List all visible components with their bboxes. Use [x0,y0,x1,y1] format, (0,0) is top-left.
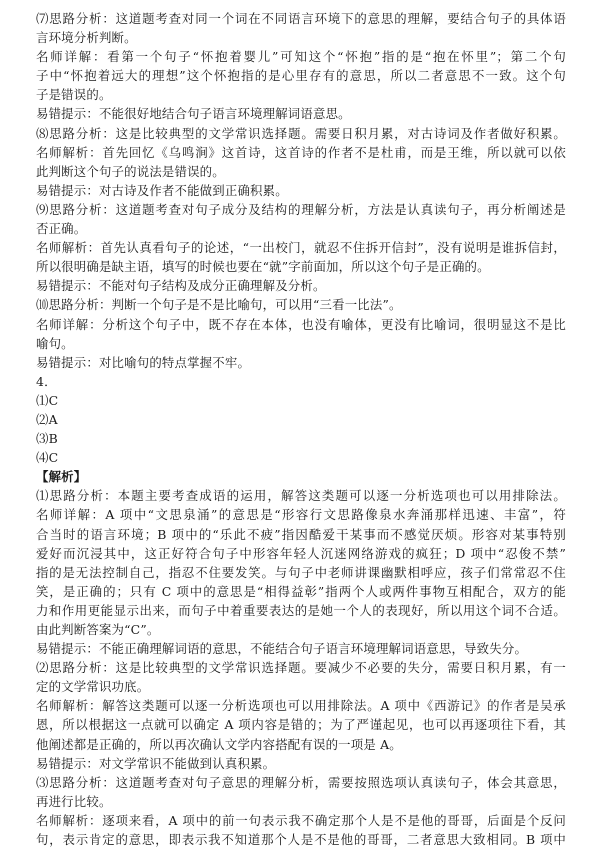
text-line: ⑶思路分析：这道题考查对句子意思的理解分析，需要按照选项认真读句子，体会其意思， [36,774,566,790]
answer-item: ⑴C [36,392,59,408]
text-line: 句，表示肯定的意思，即表示我不知道那个人是不是他的哥哥，二者意思大致相同。B 项中 [36,832,566,848]
text-line: 恩，所以根据这一点就可以确定 A 项内容是错的；为了严谨起见，也可以再逐项往下看，其 [36,717,566,733]
analysis-heading: 【解析】 [36,469,87,485]
text-line: 指的是无法控制自己，指忍不住要发笑。与句子中老师讲课幽默相呼应，孩子们常常忍不住 [36,564,566,580]
text-line: 由此判断答案为“C”。 [36,622,160,637]
text-line: 否正确。 [36,221,87,237]
text-line: ⑼思路分析：这道题考查对句子成分及结构的理解分析，方法是认真读句子，再分析阐述是 [36,201,566,217]
text-line: ⑻思路分析：这是比较典型的文学常识选择题。需要日积月累，对古诗词及作者做好积累。 [36,125,566,141]
text-line: 名师解析：逐项来看，A 项中的前一句表示我不确定那个人是不是他的哥哥，后面是个反问 [36,812,566,828]
text-line: 力和作用更能显示出来，而句子中着重要表达的是她一个人的表现好，所以用这个词不合适。 [36,602,566,618]
text-line: 言环境分析判断。 [36,30,137,46]
answer-item: ⑵A [36,411,58,427]
text-line: 再进行比较。 [36,793,112,809]
text-line: 名师详解：A 项中“文思泉涌”的意思是“形容行文思路像泉水奔涌那样迅速、丰富”，符 [36,507,566,523]
text-line: 名师解析：首先认真看句子的论述，“一出校门，就忍不住拆开信封”，没有说明是谁拆信封， [36,240,566,256]
text-line: 爱好而沉浸其中，这正好符合句子中形容年轻人沉迷网络游戏的疯狂；D 项中“忍俊不禁” [36,545,566,561]
text-line: ⑺思路分析：这道题考查对同一个词在不同语言环境下的意思的理解，要结合句子的具体语 [36,11,566,26]
text-line: 所以很明确是缺主语，填写的时候也要在“就”字前面加，所以这个句子是正确的。 [36,259,490,275]
text-line: 名师解析：解答这类题可以逐一分析选项也可以用排除法。A 项中《西游记》的作者是吴承 [36,698,566,714]
text-line: 名师解析：首先回忆《乌鸣涧》这首诗，这首诗的作者不是杜甫，而是王维，所以就可以依 [36,144,566,160]
text-line: 定的文学常识功底。 [36,679,150,695]
text-line: 易错提示：不能正确理解词语的意思，不能结合句子语言环境理解词语意思，导致失分。 [36,641,528,657]
text-line: 名师详解：分析这个句子中，既不存在本体，也没有喻体，更没有比喻词，很明显这不是比 [36,316,566,332]
text-line: 笑，是正确的；只有 C 项中的意思是“相得益彰”指两个人或两件事物互相配合，双方的能 [36,583,566,599]
document-page [36,9,566,849]
answer-item: ⑷C [36,450,59,466]
text-line: ⑴思路分析：本题主要考查成语的运用，解答这类题可以逐一分析选项也可以用排除法。 [36,488,566,504]
text-line: 子中“怀抱着远大的理想”这个怀抱指的是心里存有的意思，所以二者意思不一致。这个句 [36,68,566,84]
text-line: 他阐述都是正确的，所以再次确认文学内容搭配有误的一项是 A。 [36,736,402,752]
text-line: 合当时的语言环境；B 项中的“乐此不疲”指因酷爱干某事而不感觉厌烦。形容对某事特别 [36,526,566,542]
answer-item: ⑶B [36,431,58,447]
text-line: 子是错误的。 [36,87,112,103]
text-line: 易错提示：不能很好地结合句子语言环境理解词语意思。 [36,106,351,122]
text-line: ⑽思路分析：判断一个句子是不是比喻句，可以用“三看一比法”。 [36,297,402,313]
text-line: 易错提示：对古诗及作者不能做到正确积累。 [36,182,288,198]
text-line: 易错提示：对文学常识不能做到认真积累。 [36,755,276,771]
text-line: 易错提示：对比喻句的特点掌握不牢。 [36,354,251,370]
text-line: 喻句。 [36,335,74,351]
text-line: 名师详解：看第一个句子“怀抱着婴儿”可知这个“怀抱”指的是“抱在怀里”；第二个句 [36,49,566,65]
text-line: 此判断这个句子的说法是错误的。 [36,163,225,179]
text-line: 易错提示：不能对句子结构及成分正确理解及分析。 [36,278,326,294]
text-line: ⑵思路分析：这是比较典型的文学常识选择题。要减少不必要的失分，需要日积月累，有一 [36,660,566,676]
question-number: 4． [36,373,57,389]
